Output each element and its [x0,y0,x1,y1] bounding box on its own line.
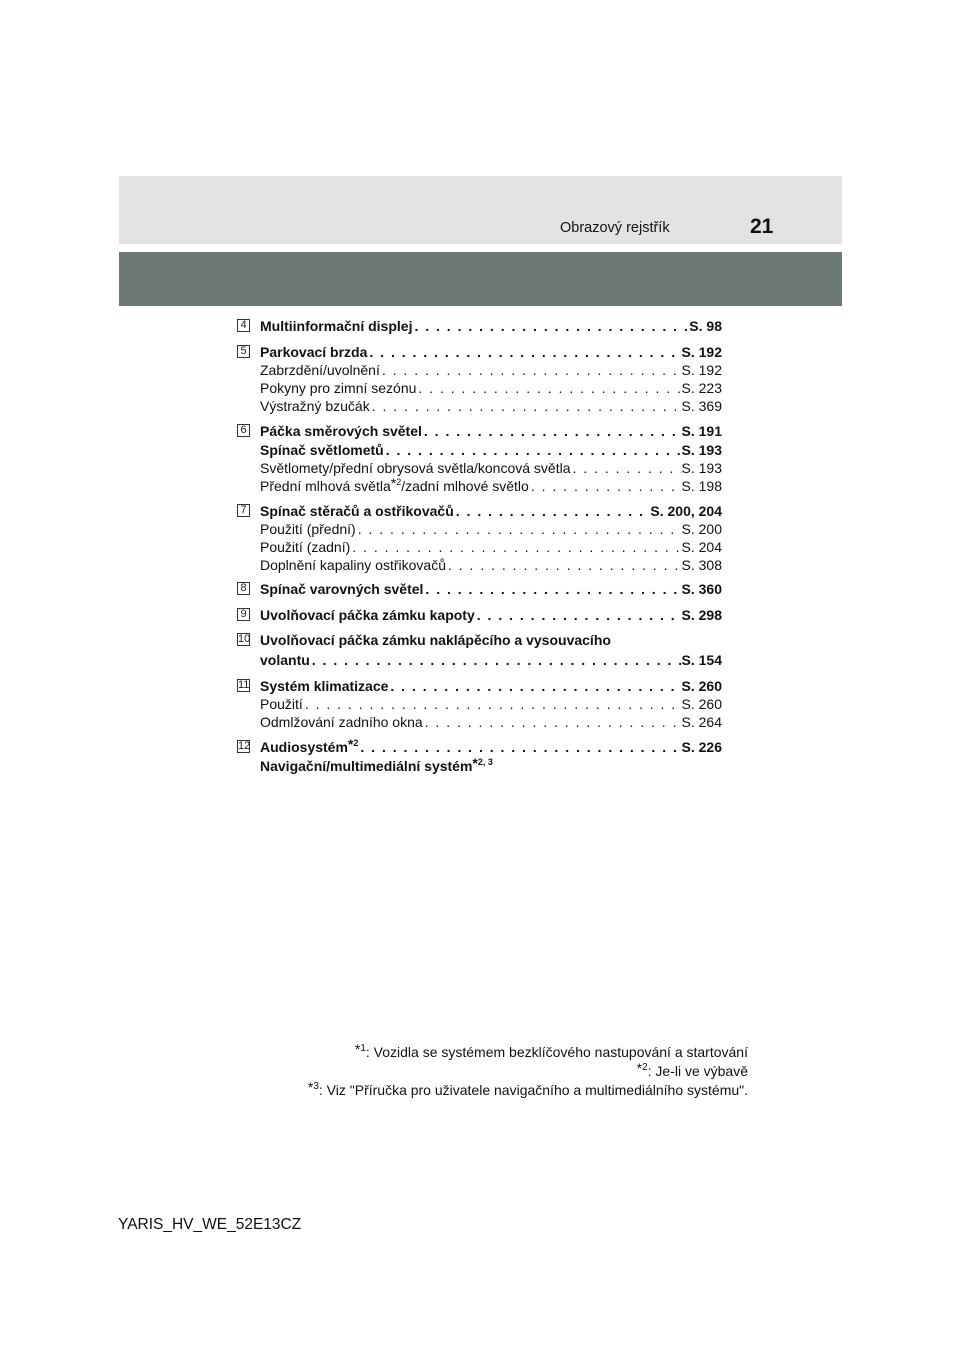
entry-label: Systém klimatizace [260,678,389,694]
footnote-ref: *2, 3 [472,755,493,771]
page-reference: S. 193 [681,460,722,476]
footnote-ref: *2 [347,736,359,752]
index-entry [260,318,722,336]
footnote-line: $^{*1}$: Vozidla se systémem bezklíčového nastupování a startování [354,1041,748,1060]
entry-number-box: 8 [237,582,250,595]
section-title: Obrazový rejstřík [560,220,670,236]
index-entry [260,736,722,757]
page-reference: S. 200, 204 [650,503,722,519]
index-subentry [260,539,722,557]
entry-number-box: 6 [237,424,250,437]
footnotes [308,1043,748,1100]
index-entry [260,652,722,670]
leader-dots [423,581,681,597]
page-reference: S. 192 [681,344,722,360]
leader-dots [446,557,682,573]
leader-dots [356,521,682,537]
entry-label: Páčka směrových světel [260,423,422,439]
entry-label: Uvolňovací páčka zámku kapoty [260,607,475,623]
leader-dots [571,460,682,476]
page-number: 21 [750,215,774,238]
leader-dots [303,696,682,712]
entry-label: Spínač varovných světel [260,581,424,597]
index-subentry [260,475,722,496]
entry-label: Doplnění kapaliny ostřikovačů [260,557,446,573]
entry-number-box: 7 [237,504,250,517]
leader-dots [454,503,651,519]
entry-number-box: 10 [238,633,251,645]
footnote-ref: *3 [307,1079,319,1095]
entry-label: Světlomety/přední obrysová světla/koncová světla [260,460,571,476]
leader-dots [412,318,689,334]
page-reference: S. 260 [681,696,722,712]
footnote-ref: *2 [390,475,402,491]
index-subentry [260,362,722,380]
index-subentry [260,714,722,732]
leader-dots [422,423,682,439]
entry-label: Pokyny pro zimní sezónu [260,380,417,396]
index-entry [260,442,722,460]
page-reference: S. 264 [681,714,722,730]
footnote-line: $^{*2}$: Je-li ve výbavě [636,1060,748,1079]
leader-dots [529,478,682,494]
entry-label: Multiinformační displej [260,318,413,334]
page-reference: S. 204 [681,539,722,555]
page-reference: S. 226 [681,739,722,755]
index-subentry [260,557,722,575]
footnote-ref: *1 [354,1041,366,1057]
entry-label: Spínač stěračů a ostřikovačů [260,503,454,519]
page-reference: S. 298 [681,607,722,623]
entry-label: Použití (přední) [260,521,356,537]
index-entry [260,344,722,362]
index-entry [260,581,722,599]
index-entry: Uvolňovací páčka zámku naklápěcího a vysouvacího [260,632,611,648]
entry-label: volantu [260,652,310,668]
page-reference: S. 192 [681,362,722,378]
page-reference: S. 308 [681,557,722,573]
index-entry [260,503,722,521]
entry-number-box: 4 [237,319,250,332]
leader-dots [370,398,682,414]
entry-label: Přední mlhová světla$^{*2}$/zadní mlhové světlo [260,475,529,494]
page-reference: S. 360 [681,581,722,597]
entry-label: Spínač světlometů [260,442,384,458]
entry-label: Použití [260,696,303,712]
index-entry [260,607,722,625]
leader-dots [310,652,682,668]
index-subentry [260,696,722,714]
index-subentry [260,460,722,478]
index-subentry [260,398,722,416]
leader-dots [388,678,681,694]
entry-label: Zabrzdění/uvolnění [260,362,380,378]
leader-dots [380,362,682,378]
leader-dots [384,442,682,458]
entry-label: Audiosystém$^{*2}$ [260,736,359,755]
leader-dots [367,344,681,360]
page-reference: S. 191 [681,423,722,439]
index-entry [260,423,722,441]
footnote-ref: *2 [636,1060,648,1076]
footnote-line: $^{*3}$: Viz "Příručka pro uživatele navigačního a multimediálního systému". [307,1079,748,1098]
document-code: YARIS_HV_WE_52E13CZ [118,1216,302,1233]
entry-number-box: 5 [237,345,250,358]
page-reference: S. 198 [681,478,722,494]
entry-label: Odmlžování zadního okna [260,714,423,730]
page-reference: S. 260 [681,678,722,694]
index-entry: Navigační/multimediální systém$^{*2, 3}$ [260,755,493,774]
leader-dots [423,714,682,730]
index-subentry [260,380,722,398]
page-reference: S. 369 [681,398,722,414]
leader-dots [350,539,681,555]
leader-dots [475,607,682,623]
index-subentry [260,521,722,539]
entry-number-box: 9 [237,608,250,621]
page-reference: S. 98 [689,318,722,334]
header-band-dark [119,252,842,306]
page-reference: S. 193 [681,442,722,458]
entry-label: Výstražný bzučák [260,398,370,414]
entry-label: Použití (zadní) [260,539,351,555]
leader-dots [358,739,681,755]
entry-number-box: 11 [238,679,250,691]
page-reference: S. 154 [681,652,722,668]
page-reference: S. 223 [681,380,722,396]
leader-dots [416,380,681,396]
entry-label: Parkovací brzda [260,344,368,360]
page-reference: S. 200 [681,521,722,537]
header-band-light [119,176,842,244]
index-entry [260,678,722,696]
entry-number-box: 12 [238,740,251,752]
